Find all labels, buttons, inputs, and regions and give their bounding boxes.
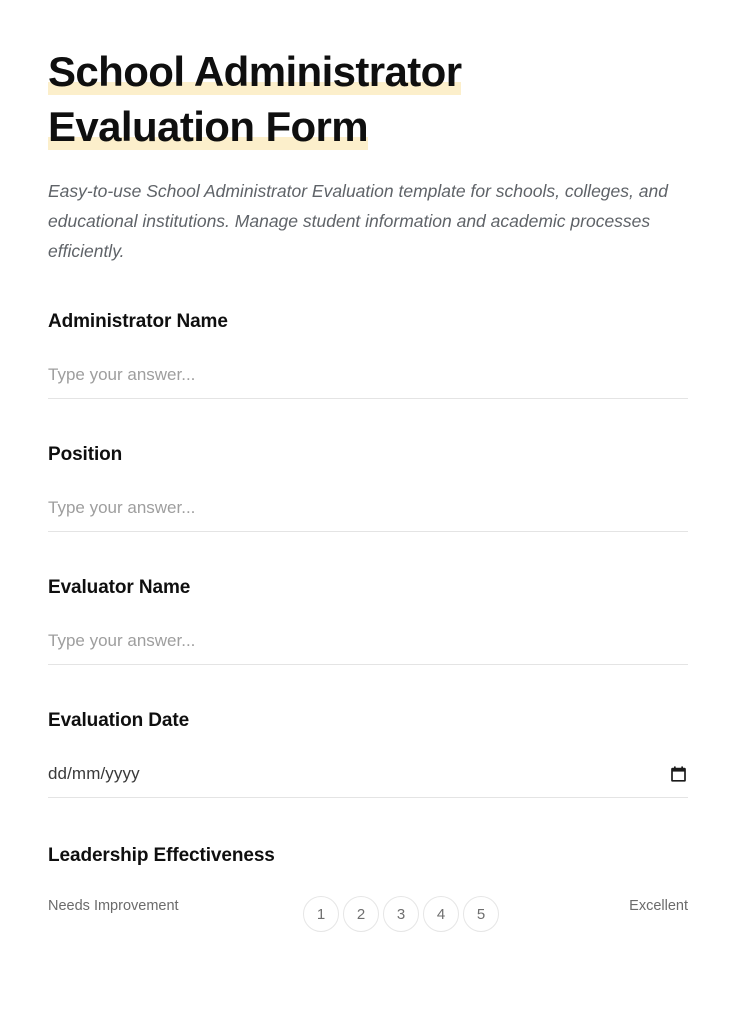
field-label-evaluation-date: Evaluation Date: [48, 710, 190, 731]
field-label-position: Position: [48, 444, 123, 465]
form-description: Easy-to-use School Administrator Evaluation template for schools, colleges, and educational institutions. Manage student information and academic processes efficiently.: [48, 181, 668, 261]
field-control-administrator-name: [48, 364, 688, 399]
rating-high-label: Excellent: [629, 898, 688, 914]
page-title-line-2: Evaluation Form: [48, 103, 369, 150]
rating-option-2[interactable]: 2: [343, 896, 379, 932]
rating-option-1[interactable]: 1: [303, 896, 339, 932]
rating-low-label: Needs Improvement: [48, 898, 179, 914]
page-title-line-1: School Administrator: [48, 48, 462, 95]
calendar-icon[interactable]: [671, 766, 686, 782]
page-title: [48, 44, 518, 154]
rating-option-3[interactable]: 3: [383, 896, 419, 932]
field-control-position: [48, 497, 688, 532]
rating-scale: [48, 896, 688, 923]
field-label-leadership-effectiveness: Leadership Effectiveness: [48, 845, 275, 866]
field-label-administrator-name: Administrator Name: [48, 311, 228, 332]
field-control-evaluator-name: [48, 630, 688, 665]
field-administrator-name: [48, 310, 688, 399]
evaluation-date-input[interactable]: [48, 763, 688, 797]
field-leadership-effectiveness: [48, 844, 688, 923]
rating-options: [303, 896, 499, 932]
evaluator-name-input[interactable]: [48, 630, 688, 664]
field-evaluation-date: [48, 709, 688, 798]
rating-option-5[interactable]: 5: [463, 896, 499, 932]
field-label-evaluator-name: Evaluator Name: [48, 577, 191, 598]
rating-option-4[interactable]: 4: [423, 896, 459, 932]
form-header: [48, 44, 688, 266]
field-evaluator-name: [48, 576, 688, 665]
position-input[interactable]: [48, 497, 688, 531]
administrator-name-input[interactable]: [48, 364, 688, 398]
evaluation-date-placeholder: dd/mm/yyyy: [48, 764, 140, 783]
field-control-evaluation-date[interactable]: [48, 763, 688, 798]
field-position: [48, 443, 688, 532]
